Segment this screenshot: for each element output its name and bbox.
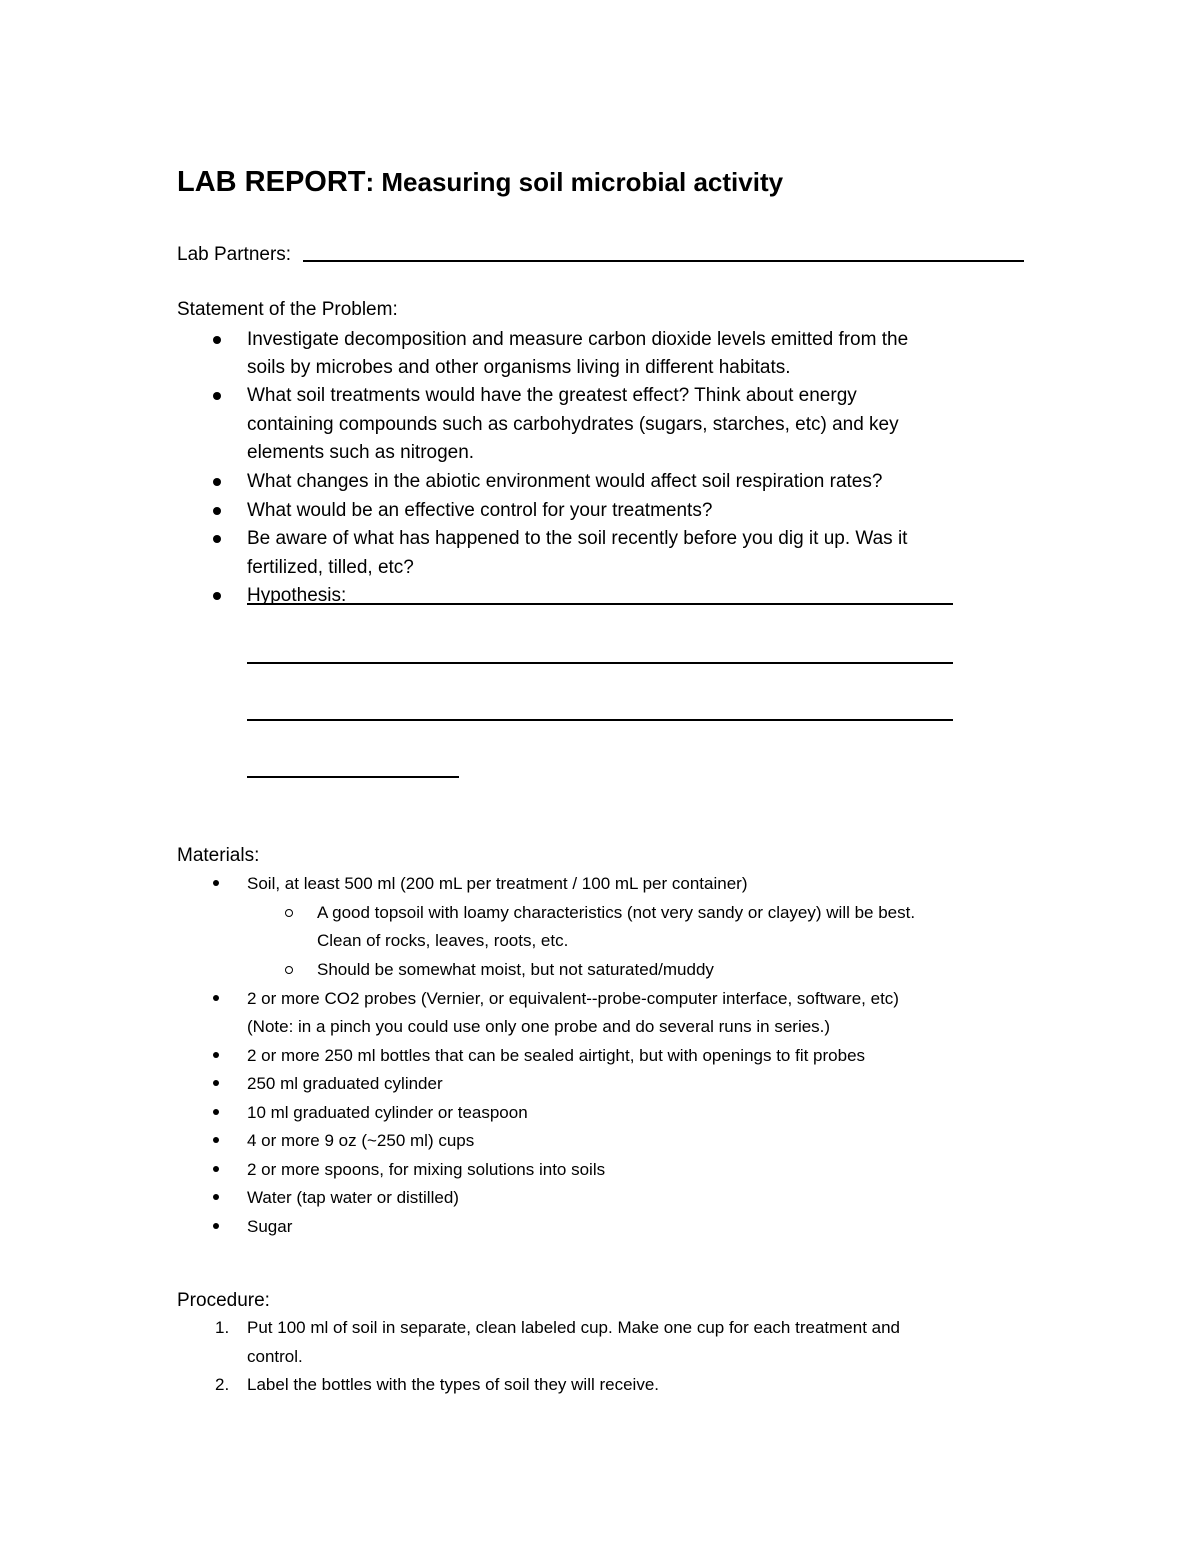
- lab-partners-line[interactable]: [303, 260, 1024, 262]
- problem-heading: Statement of the Problem:: [177, 299, 398, 320]
- problem-item: Be aware of what has happened to the soil recently before you dig it up. Was it: [247, 528, 908, 549]
- bullet-icon: [213, 535, 221, 543]
- materials-item: 2 or more CO2 probes (Vernier, or equivalent--probe-computer interface, software, etc): [247, 989, 899, 1008]
- procedure-heading: Procedure:: [177, 1290, 270, 1311]
- title-main: LAB REPORT: [177, 166, 366, 198]
- bullet-icon: [213, 1052, 219, 1058]
- hypothesis-line[interactable]: [247, 719, 953, 721]
- materials-item: 2 or more 250 ml bottles that can be sealed airtight, but with openings to fit probes: [247, 1046, 866, 1065]
- title-sub: : Measuring soil microbial activity: [365, 167, 784, 197]
- bullet-icon: [213, 1080, 219, 1086]
- bullet-icon: [213, 1166, 219, 1172]
- materials-item: 250 ml graduated cylinder: [247, 1074, 443, 1093]
- materials-item: Soil, at least 500 ml (200 mL per treatment / 100 mL per container): [247, 874, 748, 893]
- problem-item: fertilized, tilled, etc?: [247, 557, 414, 578]
- bullet-icon: [213, 1194, 219, 1200]
- bullet-icon: [213, 392, 221, 400]
- bullet-icon: [213, 592, 221, 600]
- procedure-step: control.: [247, 1347, 303, 1366]
- materials-item: Water (tap water or distilled): [247, 1188, 459, 1207]
- bullet-icon: [213, 478, 221, 486]
- hypothesis-line[interactable]: [247, 776, 459, 778]
- bullet-icon: [213, 507, 221, 515]
- materials-item: 2 or more spoons, for mixing solutions into soils: [247, 1160, 606, 1179]
- page-title: [177, 166, 783, 199]
- bullet-icon: [213, 1137, 219, 1143]
- problem-item: soils by microbes and other organisms living in different habitats.: [247, 357, 791, 378]
- step-number: 1.: [215, 1318, 230, 1337]
- step-number: 2.: [215, 1375, 230, 1394]
- problem-item: What changes in the abiotic environment would affect soil respiration rates?: [247, 471, 883, 492]
- materials-subitem: Should be somewhat moist, but not saturated/muddy: [317, 960, 714, 979]
- bullet-icon: [213, 1109, 219, 1115]
- bullet-icon: [213, 880, 219, 886]
- hypothesis-label: Hypothesis:: [247, 585, 347, 606]
- bullet-icon: [213, 995, 219, 1001]
- materials-item: (Note: in a pinch you could use only one probe and do several runs in series.): [247, 1017, 831, 1036]
- materials-subitem: A good topsoil with loamy characteristics (not very sandy or clayey) will be best.: [317, 903, 916, 922]
- hypothesis-line[interactable]: [247, 662, 953, 664]
- problem-item: What would be an effective control for your treatments?: [247, 500, 713, 521]
- bullet-icon: [213, 336, 221, 344]
- problem-item: elements such as nitrogen.: [247, 442, 475, 463]
- procedure-step: Label the bottles with the types of soil they will receive.: [247, 1375, 659, 1394]
- materials-item: 4 or more 9 oz (~250 ml) cups: [247, 1131, 475, 1150]
- sub-bullet-icon: [285, 909, 293, 917]
- problem-item: Investigate decomposition and measure carbon dioxide levels emitted from the: [247, 329, 909, 350]
- problem-item: What soil treatments would have the greatest effect? Think about energy: [247, 385, 857, 406]
- materials-item: 10 ml graduated cylinder or teaspoon: [247, 1103, 528, 1122]
- bullet-icon: [213, 1223, 219, 1229]
- materials-heading: Materials:: [177, 845, 260, 866]
- problem-item: containing compounds such as carbohydrates (sugars, starches, etc) and key: [247, 414, 899, 435]
- lab-partners-label: Lab Partners:: [177, 244, 292, 265]
- sub-bullet-icon: [285, 966, 293, 974]
- procedure-step: Put 100 ml of soil in separate, clean labeled cup. Make one cup for each treatment and: [247, 1318, 901, 1337]
- hypothesis-line[interactable]: [247, 603, 953, 605]
- materials-subitem: Clean of rocks, leaves, roots, etc.: [317, 931, 569, 950]
- materials-item: Sugar: [247, 1217, 293, 1236]
